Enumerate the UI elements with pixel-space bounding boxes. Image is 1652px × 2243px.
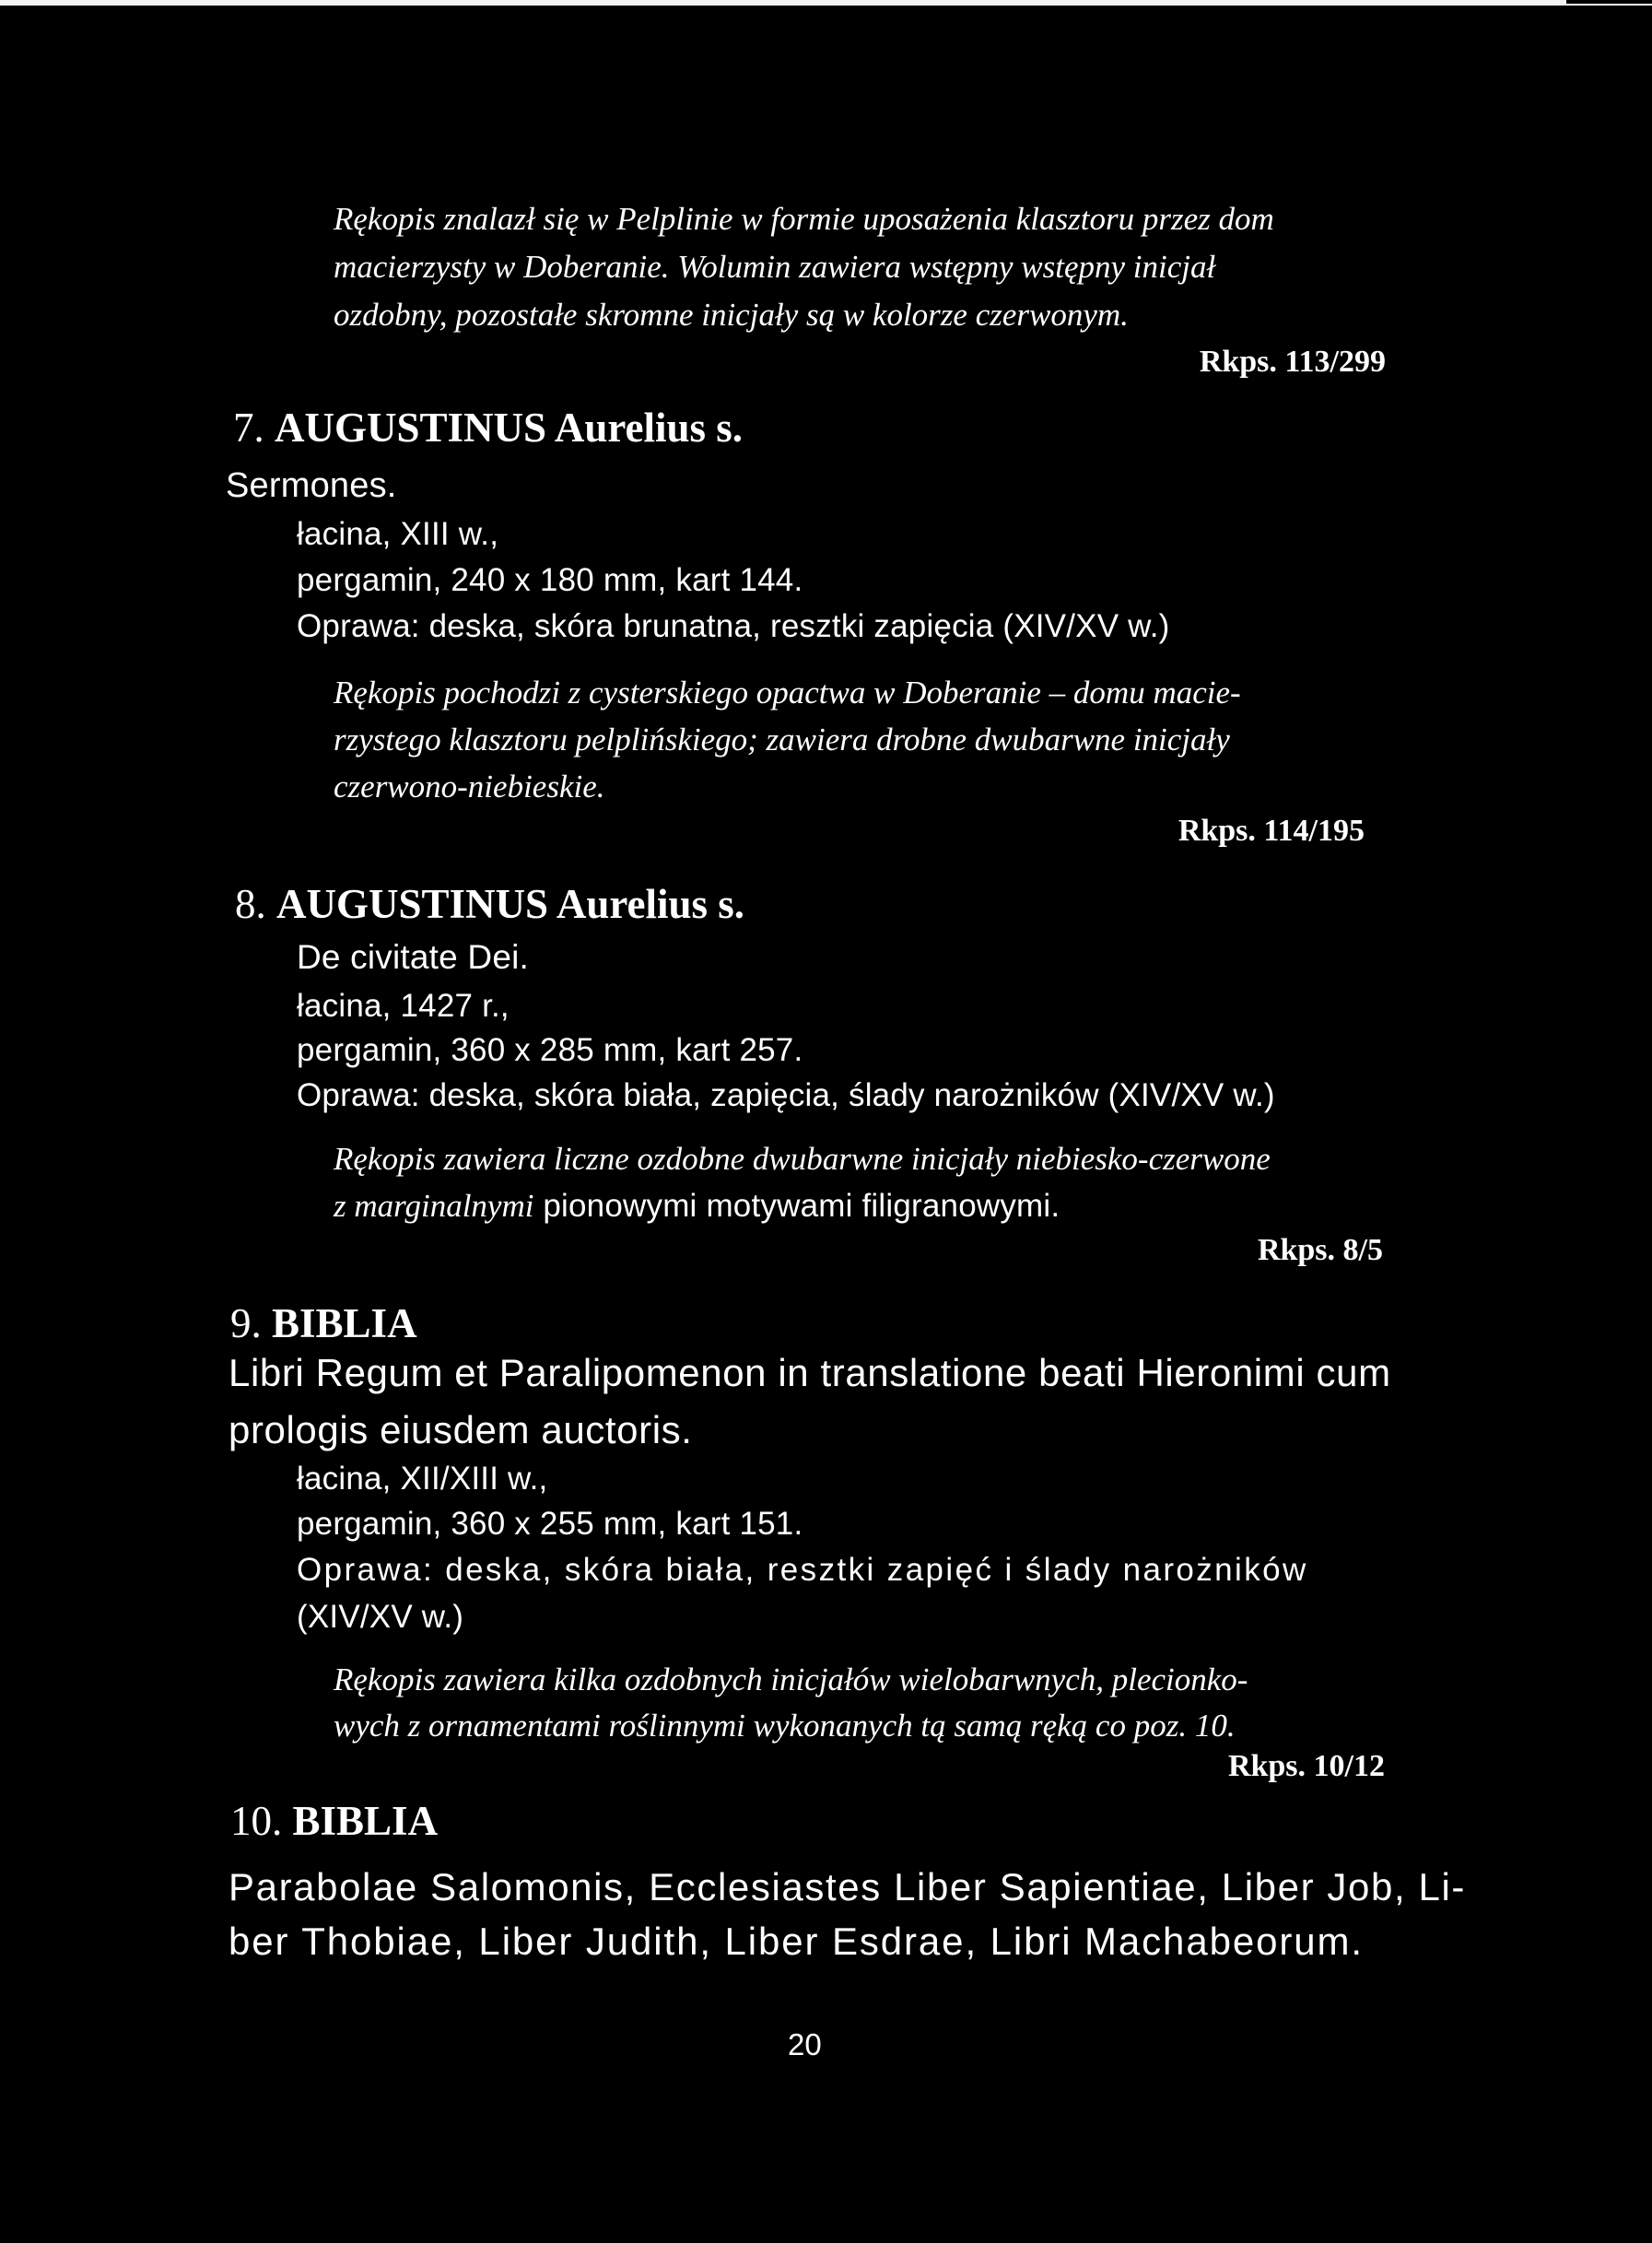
entry-9-material: pergamin, 360 x 255 mm, kart 151.	[297, 1506, 803, 1542]
entry-9-work-2: prologis eiusdem auctoris.	[228, 1408, 693, 1451]
entry-7-signature: Rkps. 114/195	[1177, 814, 1365, 848]
intro-line-2: macierzysty w Doberanie. Wolumin zawiera wstępny wstępny inicjał	[334, 249, 1216, 285]
intro-signature: Rkps. 113/299	[1199, 345, 1386, 379]
entry-8-signature: Rkps. 8/5	[1257, 1233, 1383, 1267]
entry-7-note-1: Rękopis pochodzi z cysterskiego opactwa w Doberanie – domu macie-	[334, 675, 1241, 710]
intro-line-3: ozdobny, pozostałe skromne inicjały są w kolorze czerwonym.	[334, 297, 1129, 333]
entry-9-note-2: wych z ornamentami roślinnymi wykonanych tą samą ręką co poz. 10.	[334, 1708, 1236, 1744]
entry-10-work-2: ber Thobiae, Liber Judith, Liber Esdrae, Libri Machabeorum.	[228, 1920, 1364, 1963]
entry-9-binding-2: (XIV/XV w.)	[297, 1599, 464, 1635]
entry-8-note-2-italic: z marginalnymi	[334, 1188, 534, 1224]
entry-9-signature: Rkps. 10/12	[1227, 1749, 1385, 1783]
entry-8-material: pergamin, 360 x 285 mm, kart 257.	[297, 1032, 803, 1068]
entry-10-work-1: Parabolae Salomonis, Ecclesiastes Liber Sapientiae, Liber Job, Li-	[228, 1865, 1466, 1908]
entry-9-lang: łacina, XII/XIII w.,	[297, 1461, 548, 1497]
entry-8-binding: Oprawa: deska, skóra biała, zapięcia, ślady narożników (XIV/XV w.)	[297, 1077, 1275, 1113]
entry-8-lang: łacina, 1427 r.,	[297, 988, 510, 1024]
entry-8-number: 8.	[235, 881, 266, 927]
entry-7-binding: Oprawa: deska, skóra brunatna, resztki zapięcia (XIV/XV w.)	[297, 608, 1170, 644]
entry-8-title: AUGUSTINUS Aurelius s.	[276, 881, 745, 927]
entry-10-heading	[230, 1797, 438, 1845]
entry-7-note-3: czerwono-niebieskie.	[334, 769, 605, 804]
entry-8-heading	[235, 880, 744, 928]
entry-9-binding-1: Oprawa: deska, skóra biała, resztki zapięć i ślady narożników	[297, 1552, 1308, 1588]
entry-8-work: De civitate Dei.	[297, 938, 530, 976]
entry-7-lang: łacina, XIII w.,	[297, 516, 499, 552]
entry-7-heading	[233, 404, 743, 452]
entry-9-title: BIBLIA	[272, 1300, 417, 1346]
entry-10-title: BIBLIA	[292, 1798, 439, 1844]
entry-7-number: 7.	[233, 405, 264, 451]
entry-8-note-2-plain: pionowymi motywami filigranowymi.	[533, 1188, 1060, 1224]
entry-8-note-1: Rękopis zawiera liczne ozdobne dwubarwne inicjały niebiesko-czerwone	[334, 1141, 1271, 1177]
entry-10-number: 10.	[230, 1798, 283, 1844]
entry-9-heading	[230, 1299, 417, 1347]
entry-7-title: AUGUSTINUS Aurelius s.	[275, 405, 744, 451]
entry-7-work: Sermones.	[226, 466, 397, 505]
entry-9-number: 9.	[230, 1300, 262, 1346]
entry-9-work-1: Libri Regum et Paralipomenon in translatione beati Hieronimi cum	[228, 1351, 1391, 1394]
entry-8-note-2	[334, 1188, 1060, 1225]
page-number: 20	[788, 2027, 822, 2061]
entry-9-note-1: Rękopis zawiera kilka ozdobnych inicjałów wielobarwnych, plecionko-	[334, 1662, 1248, 1697]
entry-7-note-2: rzystego klasztoru pelplińskiego; zawiera drobne dwubarwne inicjały	[334, 722, 1230, 757]
entry-7-material: pergamin, 240 x 180 mm, kart 144.	[297, 562, 803, 598]
intro-line-1: Rękopis znalazł się w Pelplinie w formie uposażenia klasztoru przez dom	[334, 201, 1274, 237]
